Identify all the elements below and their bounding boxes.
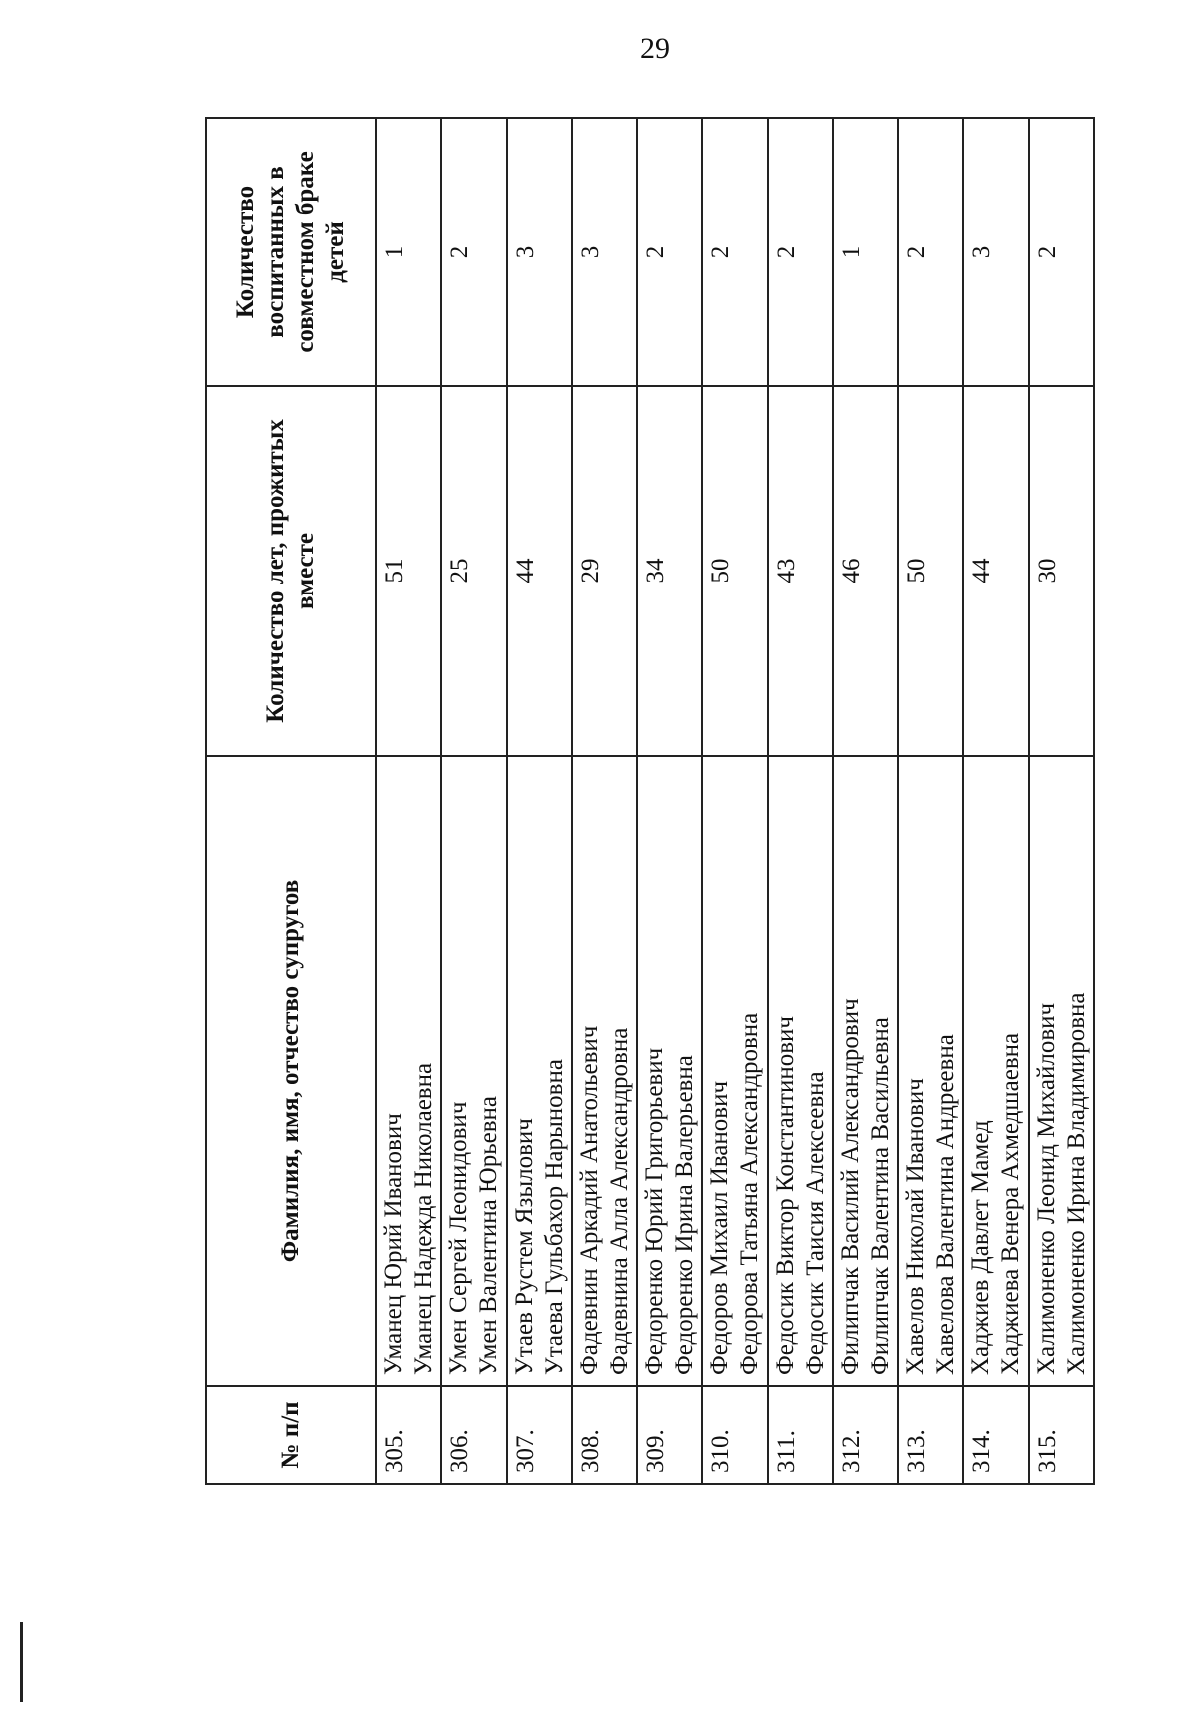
wife-name: Фадевнина Алла Александровна	[605, 1027, 633, 1375]
table-row	[702, 118, 767, 1484]
page-number: 29	[640, 32, 670, 65]
years-together: 34	[637, 386, 702, 756]
years-together: 50	[898, 386, 963, 756]
husband-name: Федосик Виктор Константинович	[771, 1016, 799, 1375]
years-together: 25	[441, 386, 506, 756]
husband-name: Умен Сергей Леонидович	[445, 1101, 473, 1375]
children-count: 3	[507, 118, 572, 386]
table-header-row	[206, 118, 376, 1484]
wife-name: Умен Валентина Юрьевна	[475, 1096, 503, 1375]
spouses-cell	[507, 756, 572, 1386]
husband-name: Утаев Рустем Язылович	[510, 1118, 538, 1375]
husband-name: Халимоненко Леонид Михайлович	[1032, 1002, 1060, 1375]
header-years: Количество лет, прожитых вместе	[206, 386, 376, 756]
wife-name: Федосик Таисия Алексеевна	[801, 1071, 829, 1375]
wife-name: Федорова Татьяна Александровна	[736, 1012, 764, 1375]
table-row	[441, 118, 506, 1484]
table-row	[963, 118, 1028, 1484]
table-row	[1029, 118, 1094, 1484]
row-number: 314.	[963, 1386, 1028, 1484]
rotated-table-wrapper	[205, 117, 1095, 1485]
children-count: 1	[376, 118, 441, 386]
children-count: 2	[1029, 118, 1094, 386]
row-number: 309.	[637, 1386, 702, 1484]
years-together: 43	[768, 386, 833, 756]
table-row	[768, 118, 833, 1484]
row-number: 313.	[898, 1386, 963, 1484]
wife-name: Хаджиева Венера Ахмедшаевна	[997, 1032, 1025, 1375]
wife-name: Халимоненко Ирина Владимировна	[1062, 992, 1090, 1375]
spouses-cell	[441, 756, 506, 1386]
children-count: 2	[898, 118, 963, 386]
wife-name: Уманец Надежда Николаевна	[410, 1062, 437, 1375]
husband-name: Фадевнин Аркадий Анатольевич	[575, 1025, 603, 1375]
spouses-cell	[963, 756, 1028, 1386]
row-number: 306.	[441, 1386, 506, 1484]
spouses-cell	[376, 756, 441, 1386]
children-count: 3	[963, 118, 1028, 386]
years-together: 44	[507, 386, 572, 756]
spouses-cell	[833, 756, 898, 1386]
table-row	[572, 118, 637, 1484]
header-spouses: Фамилия, имя, отчество супругов	[206, 756, 376, 1386]
spouses-table	[205, 117, 1095, 1485]
children-count: 3	[572, 118, 637, 386]
wife-name: Утаева Гульбахор Нарыновна	[540, 1059, 568, 1375]
years-together: 44	[963, 386, 1028, 756]
table-row	[637, 118, 702, 1484]
children-count: 1	[833, 118, 898, 386]
row-number: 311.	[768, 1386, 833, 1484]
row-number: 308.	[572, 1386, 637, 1484]
row-number: 315.	[1029, 1386, 1094, 1484]
margin-mark	[20, 1622, 23, 1702]
spouses-cell	[1029, 756, 1094, 1386]
row-number: 312.	[833, 1386, 898, 1484]
wife-name: Федоренко Ирина Валерьевна	[671, 1055, 699, 1375]
spouses-cell	[898, 756, 963, 1386]
years-together: 51	[376, 386, 441, 756]
husband-name: Хавелов Николай Иванович	[902, 1078, 930, 1375]
header-number: № п/п	[206, 1386, 376, 1484]
husband-name: Федоренко Юрий Григорьевич	[641, 1047, 669, 1375]
children-count: 2	[768, 118, 833, 386]
spouses-cell	[768, 756, 833, 1386]
table-row	[507, 118, 572, 1484]
spouses-cell	[702, 756, 767, 1386]
husband-name: Уманец Юрий Иванович	[380, 1113, 407, 1375]
spouses-cell	[637, 756, 702, 1386]
row-number: 307.	[507, 1386, 572, 1484]
header-children: Количество воспитанных в совместном браке детей	[206, 118, 376, 386]
husband-name: Федоров Михаил Иванович	[706, 1080, 734, 1375]
table-row	[833, 118, 898, 1484]
table-body	[376, 118, 1094, 1484]
husband-name: Филипчак Василий Александрович	[836, 998, 864, 1375]
children-count: 2	[441, 118, 506, 386]
years-together: 46	[833, 386, 898, 756]
table-row	[376, 118, 441, 1484]
table-row	[898, 118, 963, 1484]
spouses-cell	[572, 756, 637, 1386]
children-count: 2	[702, 118, 767, 386]
wife-name: Филипчак Валентина Васильевна	[866, 1017, 894, 1375]
row-number: 310.	[702, 1386, 767, 1484]
years-together: 50	[702, 386, 767, 756]
row-number: 305.	[376, 1386, 441, 1484]
years-together: 30	[1029, 386, 1094, 756]
wife-name: Хавелова Валентина Андреевна	[932, 1034, 960, 1375]
husband-name: Хаджиев Давлет Мамед	[967, 1120, 995, 1375]
children-count: 2	[637, 118, 702, 386]
years-together: 29	[572, 386, 637, 756]
